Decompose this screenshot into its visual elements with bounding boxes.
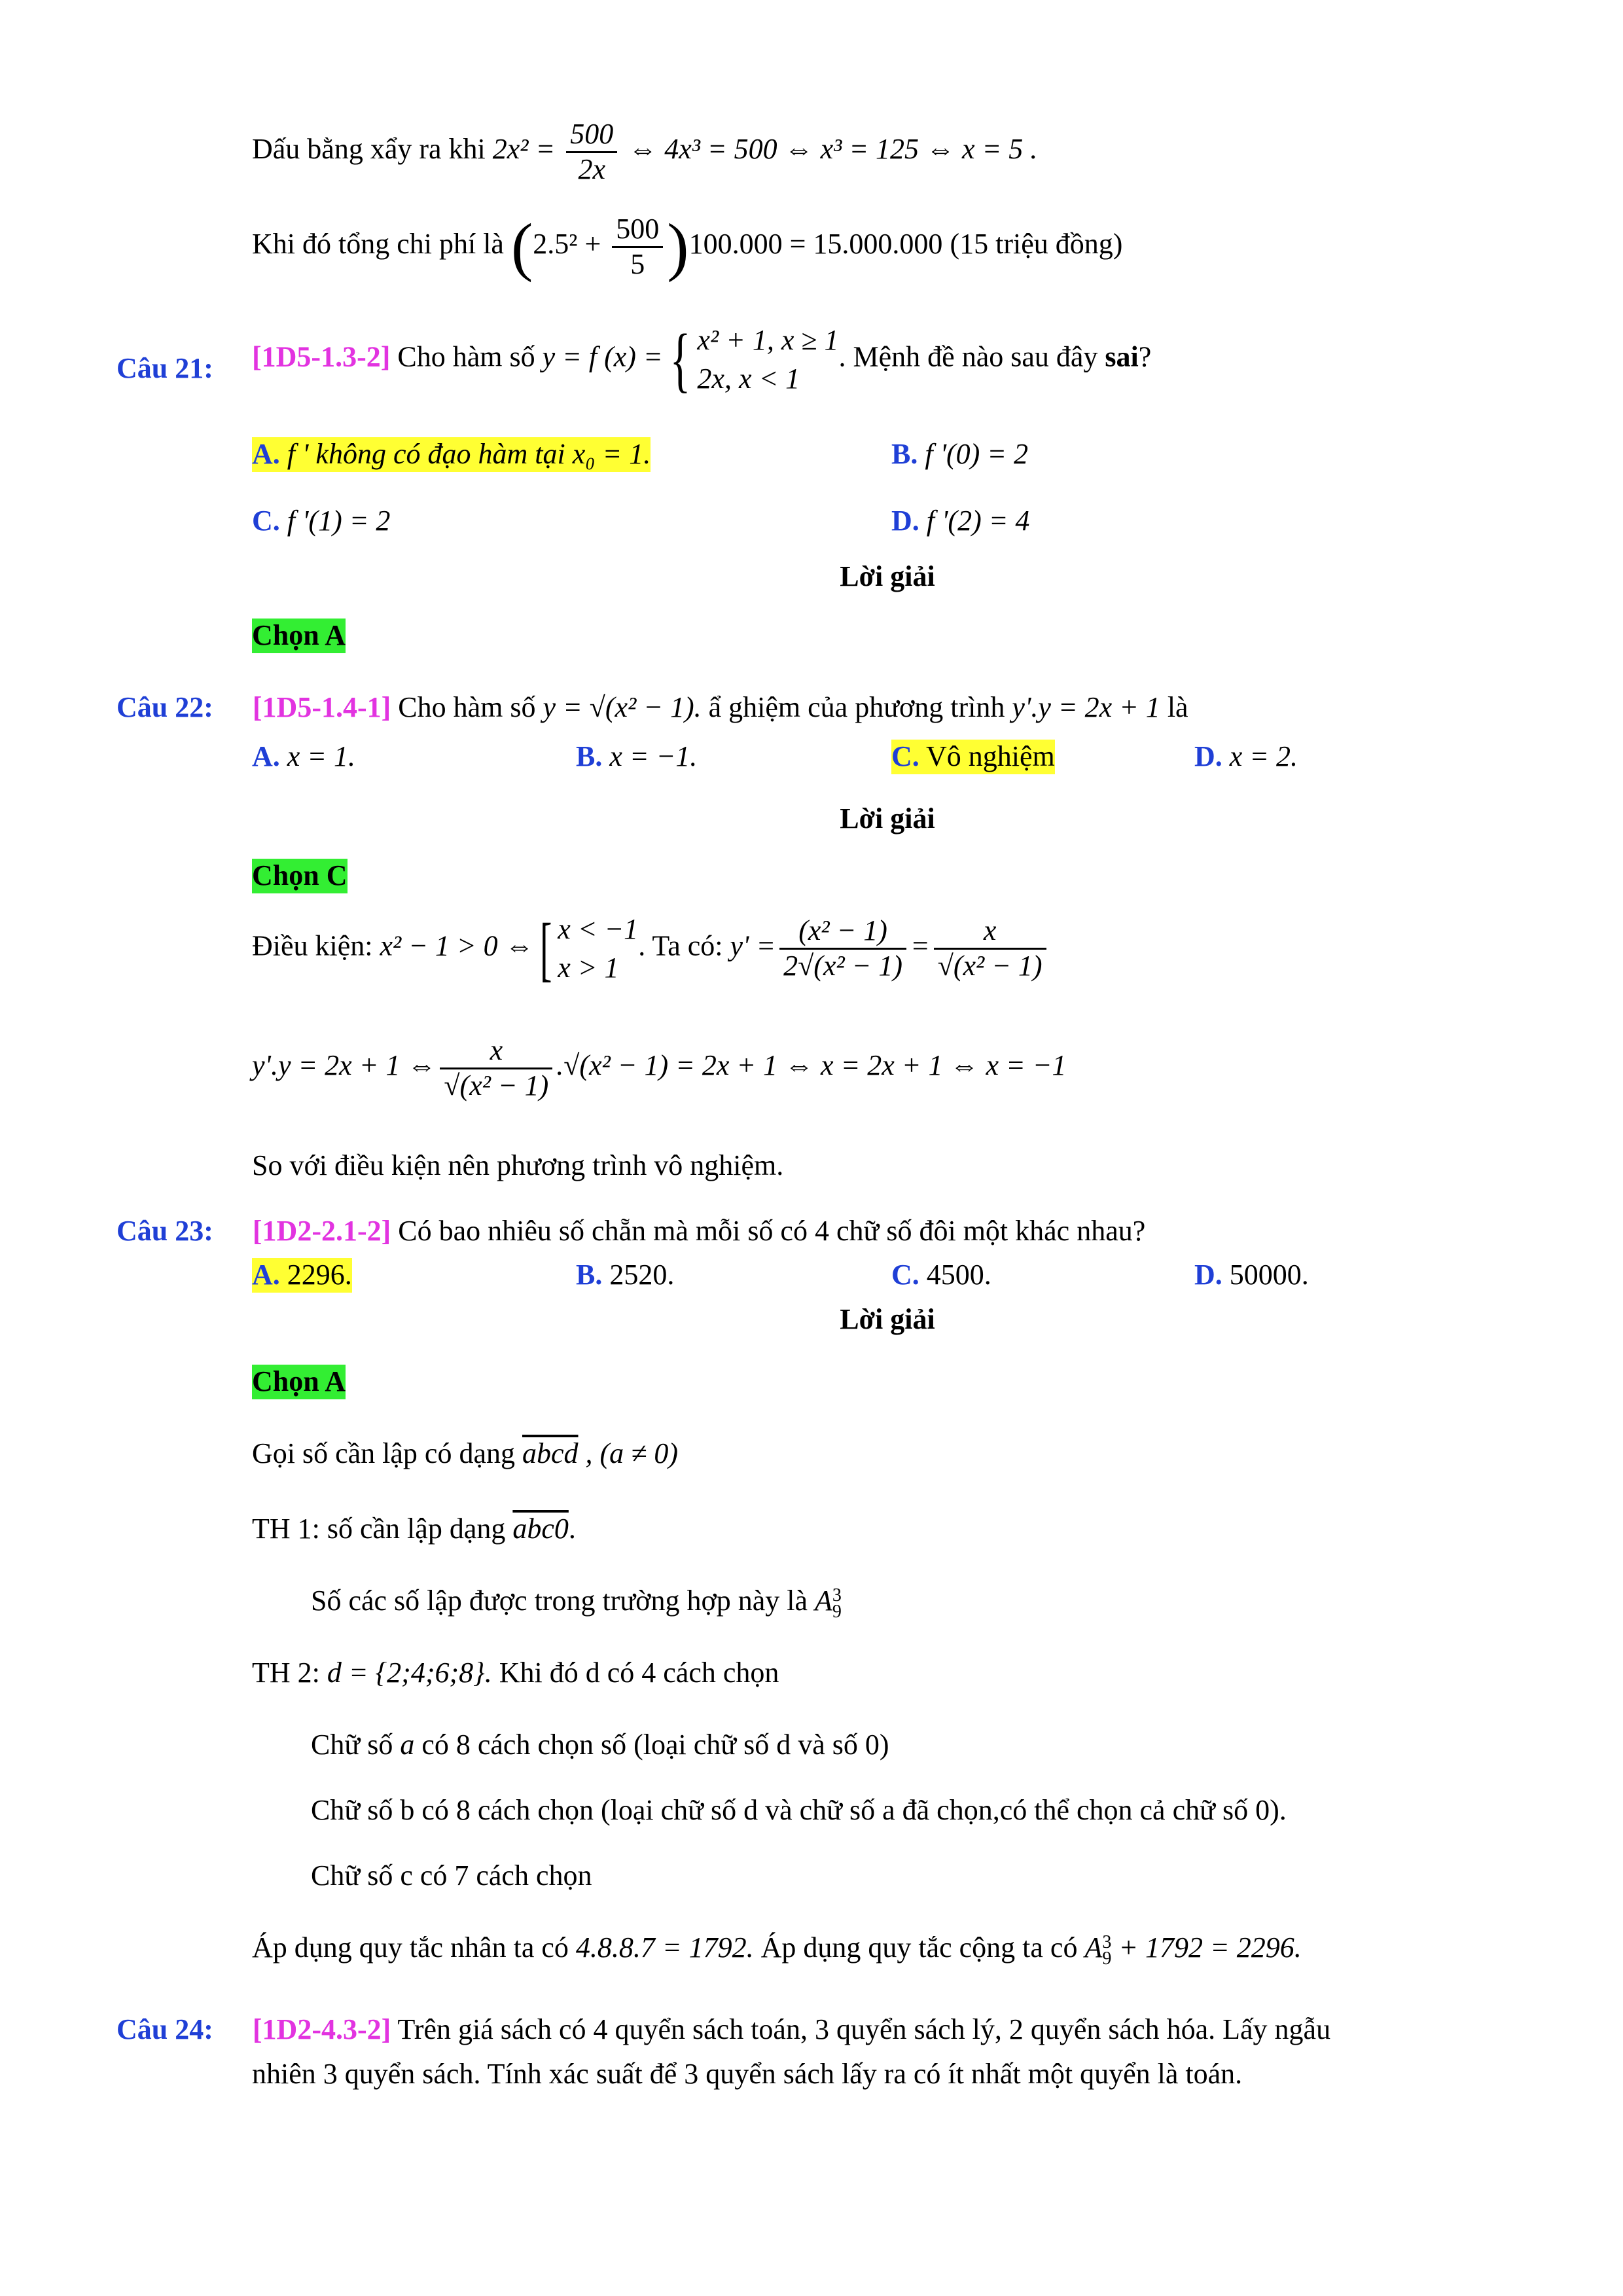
q21-option-c: C. f '(1) = 2 bbox=[252, 505, 391, 537]
fraction: $\frac{500}{5}$ bbox=[612, 213, 663, 281]
q22-option-a: A. x = 1. bbox=[252, 740, 356, 772]
fraction: $\frac{500}{2x}$ bbox=[566, 118, 617, 186]
q23-choice: Chọn A bbox=[252, 1365, 346, 1399]
q22-option-b: B. x = −1. bbox=[576, 740, 698, 772]
intro-line-2: Khi đó tổng chi phí là (2.5² + $\frac{500}{5}$ )100.000 = 15.000.000 (15 triệu đồng) bbox=[252, 210, 1123, 283]
q23-step-7: Chữ số c có 7 cách chọn bbox=[311, 1859, 592, 1892]
q23-option-a: A. 2296. bbox=[252, 1258, 352, 1293]
q21-option-d: D. f '(2) = 4 bbox=[891, 505, 1030, 537]
q22-option-d: D. x = 2. bbox=[1194, 740, 1298, 772]
q23-step-6: Chữ số b có 8 cách chọn (loại chữ số d và chữ số a đã chọn,có thể chọn cả chữ số 0). bbox=[311, 1794, 1287, 1826]
q23-step-5: Chữ số a có 8 cách chọn số (loại chữ số d và số 0) bbox=[311, 1729, 889, 1761]
question-21-text: [1D5-1.3-2] Cho hàm số y = f (x) ={ x² + 1, x ≥ 1 2x, x < 1 . Mệnh đề nào sau đây sai? bbox=[252, 319, 1152, 400]
q23-option-b: B. 2520. bbox=[576, 1259, 675, 1291]
q23-step-8: Áp dụng quy tắc nhân ta có 4.8.8.7 = 1792. Áp dụng quy tắc cộng ta có A 3 9 + 1792 = 2296. bbox=[252, 1931, 1302, 1969]
condition-cases: x < −1 x > 1 bbox=[558, 913, 639, 984]
q22-equation-line: y'.y = 2x + 1 ⇔ $\frac{x}{\text{√(x² − 1)}}$ .√(x² − 1) = 2x + 1 ⇔ x = 2x + 1 ⇔ x = −1 bbox=[252, 1034, 1067, 1102]
intro-line-1: Dấu bằng xẩy ra khi 2x² = $\frac{500}{2x}$ ⇔ 4x³ = 500 ⇔ x³ = 125 ⇔ x = 5 . bbox=[252, 118, 1038, 185]
fraction: $\frac{\text{(x² − 1)}}{\text{2√(x² − 1)}}$ bbox=[779, 914, 906, 982]
q23-step-1: Gọi số cần lập có dạng abcd , (a ≠ 0) bbox=[252, 1437, 678, 1469]
q21-choice: Chọn A bbox=[252, 619, 346, 653]
q23-option-c: C. 4500. bbox=[891, 1259, 991, 1291]
q22-condition-line: Điều kiện: x² − 1 > 0 ⇔[ x < −1 x > 1 . Ta có: y' = $\frac{\text{(x² − 1)}}{\text{2√(x² − 1)}}$ = $\frac{x}{\text{√(x² − 1)}}$ bbox=[252, 910, 1050, 988]
q23-step-3: Số các số lập được trong trường hợp này là A 3 9 bbox=[311, 1585, 842, 1622]
q21-solution-title: Lời giải bbox=[840, 560, 935, 592]
question-22-text: Câu 22: [1D5-1.4-1] Cho hàm số y = √(x² − 1). ẩ ghiệm của phương trình y'.y = 2x + 1 là bbox=[116, 691, 1188, 723]
q22-choice: Chọn C bbox=[252, 859, 348, 893]
question-24-text: Câu 24: [1D2-4.3-2] Trên giá sách có 4 quyển sách toán, 3 quyển sách lý, 2 quyển sách hóa. Lấy ngẫu bbox=[116, 2013, 1331, 2045]
question-24-text-line-2: nhiên 3 quyển sách. Tính xác suất để 3 quyển sách lấy ra có ít nhất một quyển là toán. bbox=[252, 2058, 1243, 2090]
question-23-text: Câu 23: [1D2-2.1-2] Có bao nhiêu số chẵn mà mỗi số có 4 chữ số đôi một khác nhau? bbox=[116, 1215, 1146, 1247]
fraction: $\frac{x}{\text{√(x² − 1)}}$ bbox=[934, 914, 1046, 982]
q23-option-d: D. 50000. bbox=[1194, 1259, 1309, 1291]
q22-solution-title: Lời giải bbox=[840, 802, 935, 834]
q23-step-4: TH 2: d = {2;4;6;8}. Khi đó d có 4 cách chọn bbox=[252, 1657, 779, 1689]
q23-solution-title: Lời giải bbox=[840, 1303, 935, 1335]
q21-option-b: B. f '(0) = 2 bbox=[891, 438, 1028, 470]
q22-option-c: C. Vô nghiệm bbox=[891, 740, 1055, 774]
q23-step-2: TH 1: số cần lập dạng abc0. bbox=[252, 1513, 576, 1545]
question-21-label: Câu 21: bbox=[116, 352, 213, 384]
piecewise-cases: x² + 1, x ≥ 1 2x, x < 1 bbox=[697, 324, 839, 395]
q21-option-a: A. f ' không có đạo hàm tại x₀ = 1. bbox=[252, 437, 651, 472]
q22-conclusion: So với điều kiện nên phương trình vô nghiệm. bbox=[252, 1149, 784, 1181]
fraction: $\frac{x}{\text{√(x² − 1)}}$ bbox=[440, 1034, 552, 1102]
